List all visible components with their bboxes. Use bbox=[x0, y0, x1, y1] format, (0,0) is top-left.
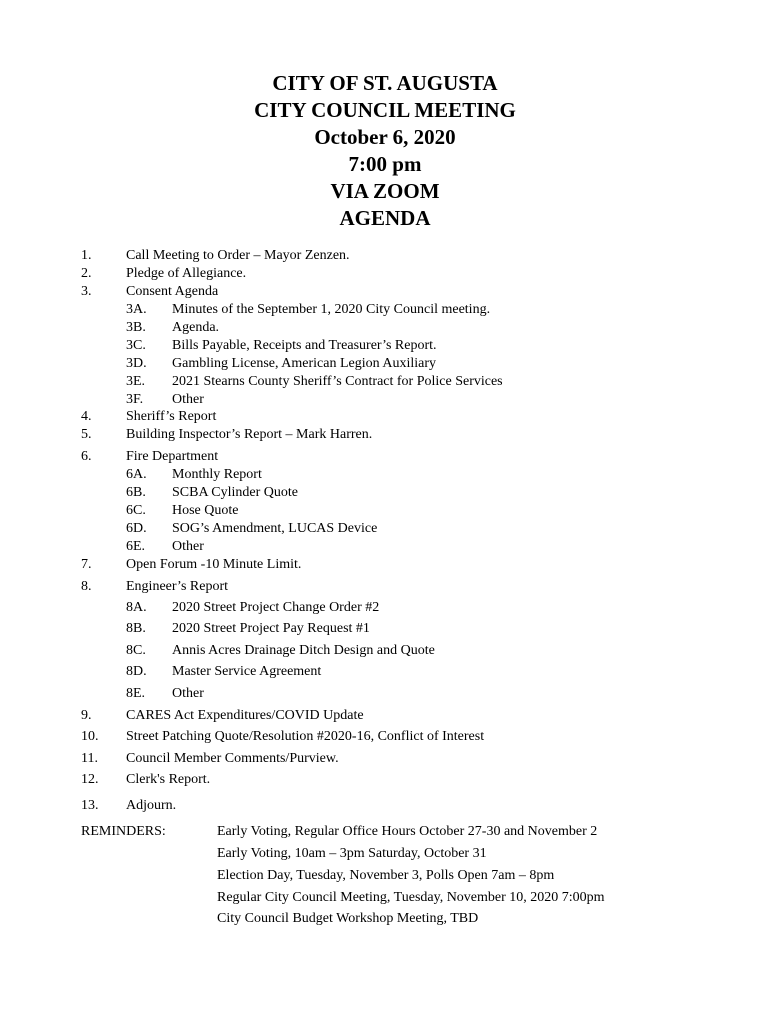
item-number: 8E. bbox=[126, 686, 146, 701]
meeting-time: 7:00 pm bbox=[348, 152, 422, 176]
item-text: Adjourn. bbox=[126, 798, 177, 813]
item-number: 8D. bbox=[126, 664, 147, 679]
item-number: 3E. bbox=[126, 374, 146, 389]
item-number: 6A. bbox=[126, 467, 147, 482]
item-text: Agenda. bbox=[172, 320, 220, 335]
item-text: 2020 Street Project Change Order #2 bbox=[172, 600, 380, 615]
item-text: Engineer’s Report bbox=[126, 579, 228, 594]
item-number: 6D. bbox=[126, 521, 147, 536]
item-number: 12. bbox=[81, 772, 99, 787]
item-number: 3D. bbox=[126, 356, 147, 371]
item-number: 3C. bbox=[126, 338, 146, 353]
item-number: 5. bbox=[81, 427, 92, 442]
item-text: CARES Act Expenditures/COVID Update bbox=[126, 708, 364, 723]
item-text: Annis Acres Drainage Ditch Design and Quote bbox=[172, 643, 435, 658]
item-number: 6B. bbox=[126, 485, 146, 500]
meeting-venue: VIA ZOOM bbox=[330, 179, 440, 203]
meeting-date: October 6, 2020 bbox=[314, 125, 456, 149]
item-text: Bills Payable, Receipts and Treasurer’s Report. bbox=[172, 338, 437, 353]
item-number: 8B. bbox=[126, 621, 146, 636]
item-text: Monthly Report bbox=[172, 467, 262, 482]
item-text: Call Meeting to Order – Mayor Zenzen. bbox=[126, 248, 350, 263]
item-number: 7. bbox=[81, 557, 92, 572]
item-text: Clerk's Report. bbox=[126, 772, 211, 787]
item-number: 6C. bbox=[126, 503, 146, 518]
item-text: Sheriff’s Report bbox=[126, 409, 217, 424]
item-number: 1. bbox=[81, 248, 92, 263]
item-text: Other bbox=[172, 686, 204, 701]
reminder-text: Early Voting, 10am – 3pm Saturday, October 31 bbox=[217, 846, 487, 861]
item-text: Fire Department bbox=[126, 449, 219, 464]
reminder-text: Election Day, Tuesday, November 3, Polls Open 7am – 8pm bbox=[217, 868, 555, 883]
item-text: Council Member Comments/Purview. bbox=[126, 751, 339, 766]
item-number: 9. bbox=[81, 708, 92, 723]
item-text: Master Service Agreement bbox=[172, 664, 322, 679]
item-text: Other bbox=[172, 539, 204, 554]
reminder-text: City Council Budget Workshop Meeting, TBD bbox=[217, 911, 479, 926]
item-number: 3A. bbox=[126, 302, 147, 317]
item-text: Street Patching Quote/Resolution #2020-16, Conflict of Interest bbox=[126, 729, 485, 744]
item-text: Other bbox=[172, 392, 204, 407]
city-name: CITY OF ST. AUGUSTA bbox=[272, 71, 498, 95]
item-text: Pledge of Allegiance. bbox=[126, 266, 247, 281]
item-text: Gambling License, American Legion Auxiliary bbox=[172, 356, 436, 371]
item-text: Minutes of the September 1, 2020 City Council meeting. bbox=[172, 302, 491, 317]
item-number: 8C. bbox=[126, 643, 146, 658]
item-number: 6. bbox=[81, 449, 92, 464]
item-text: Building Inspector’s Report – Mark Harren. bbox=[126, 427, 373, 442]
item-text: 2020 Street Project Pay Request #1 bbox=[172, 621, 370, 636]
item-number: 3. bbox=[81, 284, 92, 299]
item-text: SCBA Cylinder Quote bbox=[172, 485, 299, 500]
item-number: 6E. bbox=[126, 539, 146, 554]
item-number: 8. bbox=[81, 579, 92, 594]
item-text: 2021 Stearns County Sheriff’s Contract for Police Services bbox=[172, 374, 503, 389]
item-number: 10. bbox=[81, 729, 99, 744]
document-title: AGENDA bbox=[339, 206, 431, 230]
reminders-label: REMINDERS: bbox=[81, 824, 166, 839]
item-number: 4. bbox=[81, 409, 92, 424]
item-text: Hose Quote bbox=[172, 503, 239, 518]
item-number: 11. bbox=[81, 751, 98, 766]
meeting-name: CITY COUNCIL MEETING bbox=[254, 98, 516, 122]
item-text: SOG’s Amendment, LUCAS Device bbox=[172, 521, 378, 536]
agenda-header bbox=[0, 70, 770, 232]
item-number: 2. bbox=[81, 266, 92, 281]
item-number: 3B. bbox=[126, 320, 146, 335]
reminder-text: Early Voting, Regular Office Hours October 27-30 and November 2 bbox=[217, 824, 598, 839]
item-text: Consent Agenda bbox=[126, 284, 219, 299]
reminder-text: Regular City Council Meeting, Tuesday, November 10, 2020 7:00pm bbox=[217, 890, 605, 905]
item-number: 3F. bbox=[126, 392, 144, 407]
item-number: 8A. bbox=[126, 600, 147, 615]
item-text: Open Forum -10 Minute Limit. bbox=[126, 557, 302, 572]
item-number: 13. bbox=[81, 798, 99, 813]
